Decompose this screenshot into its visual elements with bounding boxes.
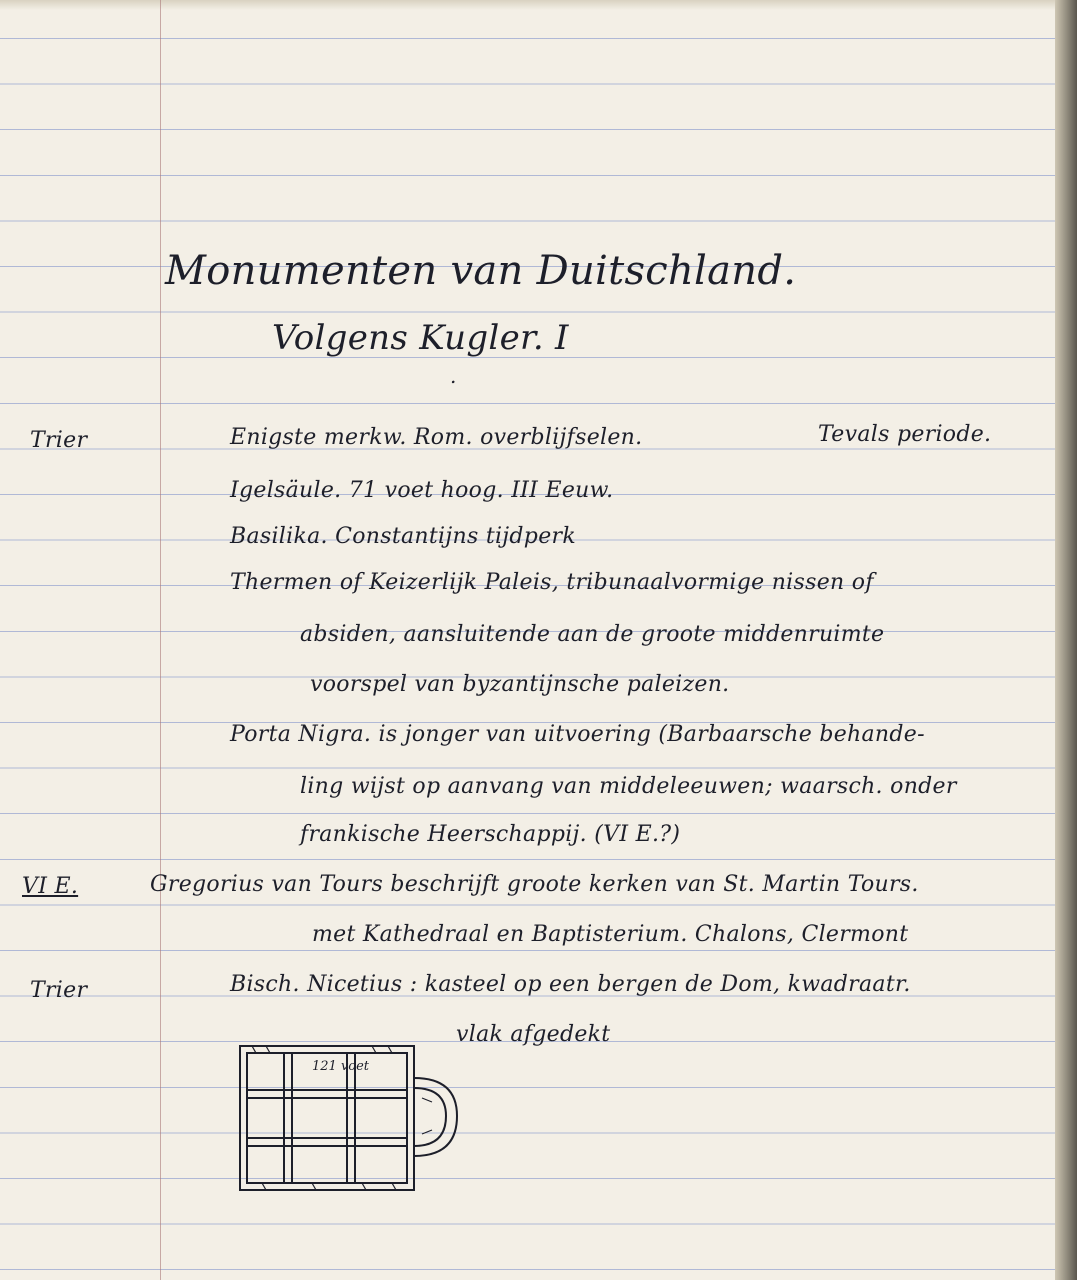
entry-line-1: Enigste merkw. Rom. overblijfselen. bbox=[230, 425, 643, 450]
entry-line-13: vlak afgedekt bbox=[456, 1022, 611, 1047]
entry-line-10: Gregorius van Tours beschrijft groote kerken van St. Martin Tours. bbox=[150, 872, 919, 897]
entry-line-3: Basilika. Constantijns tijdperk bbox=[230, 524, 576, 549]
plan-apse bbox=[414, 1078, 457, 1156]
page-binding-edge bbox=[1055, 0, 1077, 1280]
margin-note-century: VI E. bbox=[22, 874, 79, 899]
entry-line-5: absiden, aansluitende aan de groote middenruimte bbox=[300, 622, 885, 647]
ink-dot: . bbox=[450, 364, 457, 388]
page-top-shadow bbox=[0, 0, 1077, 10]
plan-dimension-label: 121 voet bbox=[312, 1059, 370, 1074]
entry-line-1-note: Tevals periode. bbox=[818, 422, 992, 447]
page-title: Monumenten van Duitschland. bbox=[165, 248, 797, 294]
floor-plan-sketch bbox=[232, 1038, 462, 1198]
entry-line-8: ling wijst op aanvang van middeleeuwen; waarsch. onder bbox=[300, 774, 957, 799]
entry-line-9: frankische Heerschappij. (VI E.?) bbox=[300, 822, 681, 847]
entry-line-7: Porta Nigra. is jonger van uitvoering (Barbaarsche behande- bbox=[230, 722, 925, 747]
margin-note-trier: Trier bbox=[30, 428, 88, 453]
margin-rule bbox=[160, 0, 161, 1280]
entry-line-11: met Kathedraal en Baptisterium. Chalons, Clermont bbox=[312, 922, 909, 947]
entry-line-2: Igelsäule. 71 voet hoog. III Eeuw. bbox=[230, 478, 614, 503]
margin-note-trier-2: Trier bbox=[30, 978, 88, 1003]
entry-line-4: Thermen of Keizerlijk Paleis, tribunaalvormige nissen of bbox=[230, 570, 874, 595]
entry-line-12: Bisch. Nicetius : kasteel op een bergen de Dom, kwadraatr. bbox=[230, 972, 911, 997]
page-subtitle: Volgens Kugler. I bbox=[272, 318, 569, 358]
entry-line-6: voorspel van byzantijnsche paleizen. bbox=[310, 672, 730, 697]
